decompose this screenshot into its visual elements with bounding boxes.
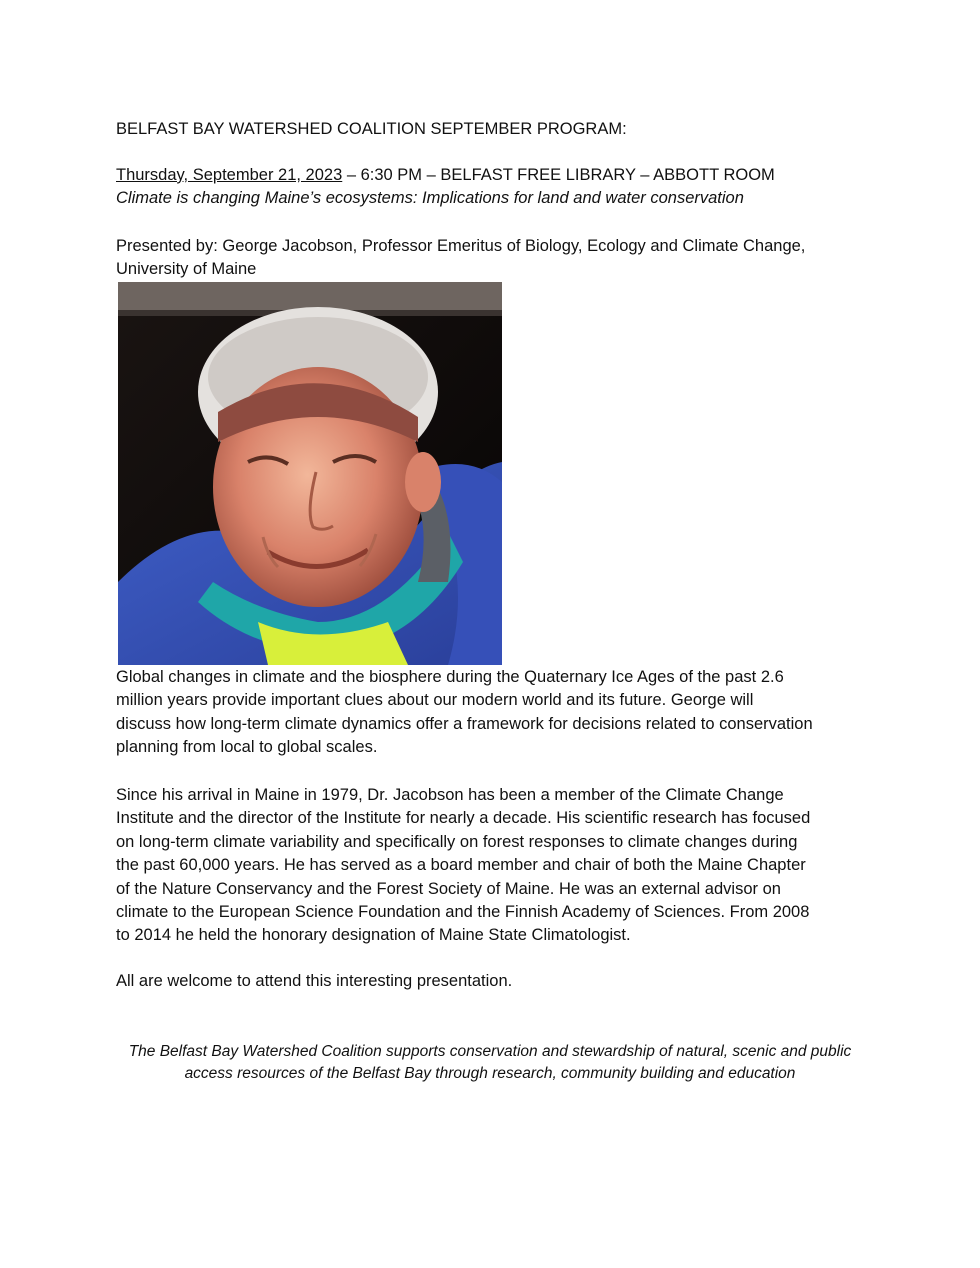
text-line: climate to the European Science Foundation and the Finnish Academy of Sciences. From 2008 [116, 903, 810, 922]
text-line: discuss how long-term climate dynamics offer a framework for decisions related to conservation [116, 714, 813, 733]
description-paragraph [116, 666, 876, 760]
biography-paragraph [116, 784, 876, 948]
event-line [116, 164, 876, 187]
event-date: Thursday, September 21, 2023 [116, 166, 343, 184]
presenter-info [116, 235, 876, 282]
event-details: – 6:30 PM – BELFAST FREE LIBRARY – ABBOTT ROOM [342, 166, 775, 184]
presenter-photo [118, 282, 502, 665]
coalition-tagline [100, 1041, 880, 1085]
text-line: to 2014 he held the honorary designation of Maine State Climatologist. [116, 926, 631, 945]
text-line: the past 60,000 years. He has served as a board member and chair of both the Maine Chapter [116, 856, 806, 875]
event-info [116, 164, 876, 211]
welcome-paragraph: All are welcome to attend this interesting presentation. [116, 972, 513, 990]
event-subtitle: Climate is changing Maine’s ecosystems: Implications for land and water conservation [116, 189, 744, 208]
tagline-line-1: The Belfast Bay Watershed Coalition supports conservation and stewardship of natural, scenic and public [128, 1043, 852, 1060]
text-line: Since his arrival in Maine in 1979, Dr. Jacobson has been a member of the Climate Change [116, 786, 784, 804]
text-line: of the Nature Conservancy and the Forest Society of Maine. He was an external advisor on [116, 879, 781, 898]
text-line: Institute and the director of the Institute for nearly a decade. His scientific research has focused [116, 809, 811, 828]
text-line: on long-term climate variability and specifically on forest responses to climate changes during [116, 832, 798, 851]
tagline-line-2: access resources of the Belfast Bay through research, community building and education [184, 1065, 796, 1082]
text-line: million years provide important clues about our modern world and its future. George will [116, 691, 754, 710]
presenter-line-2: University of Maine [116, 260, 257, 279]
text-line: Global changes in climate and the biosphere during the Quaternary Ice Ages of the past 2.6 [116, 668, 784, 686]
text-line: planning from local to global scales. [116, 738, 378, 757]
presenter-line-1: Presented by: George Jacobson, Professor Emeritus of Biology, Ecology and Climate Change, [116, 237, 806, 255]
program-heading: BELFAST BAY WATERSHED COALITION SEPTEMBER PROGRAM: [116, 120, 627, 138]
